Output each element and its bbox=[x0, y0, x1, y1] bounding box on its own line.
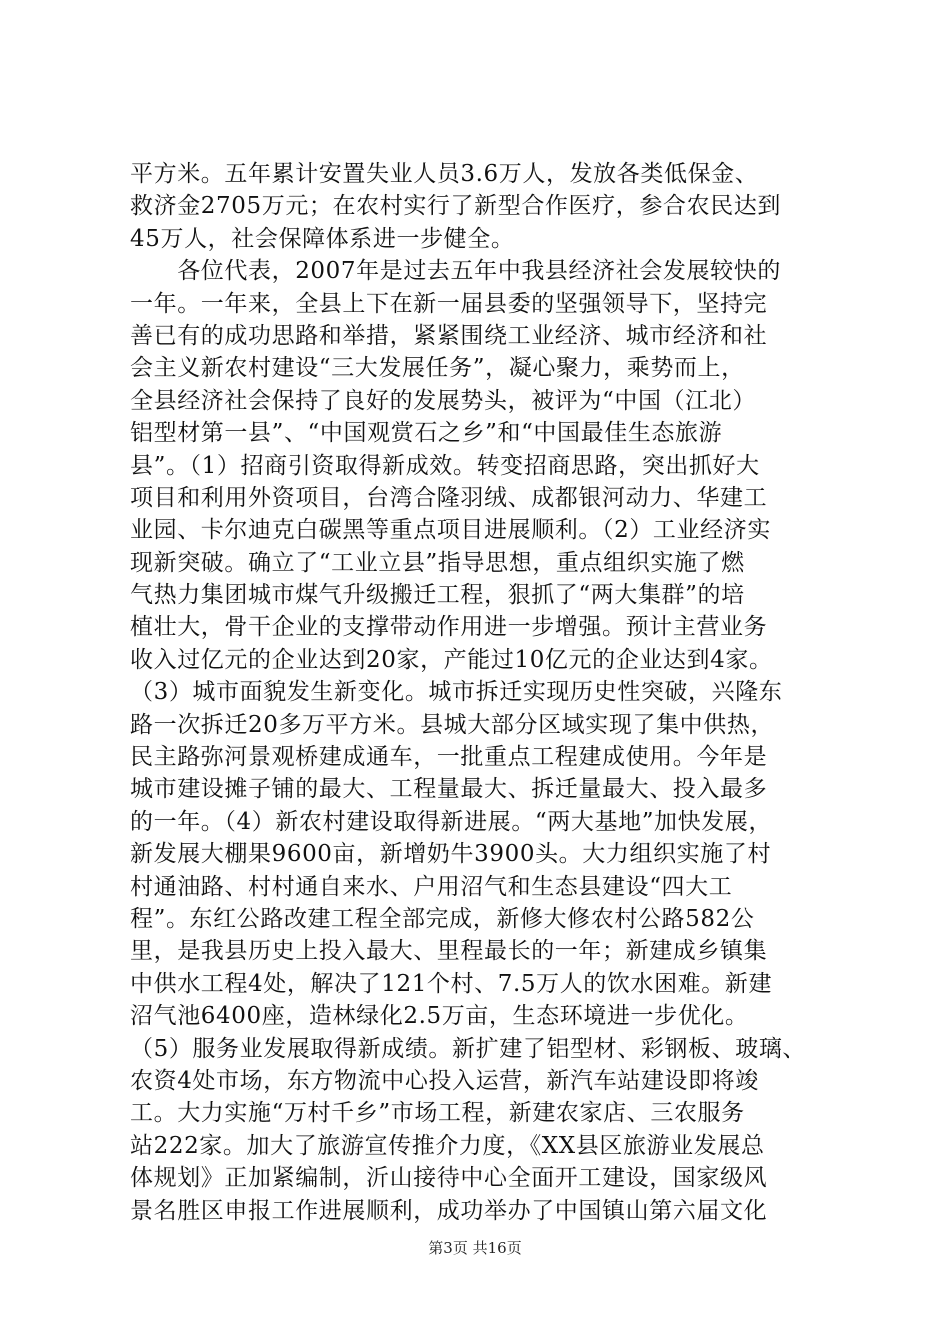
text-line: 气热力集团城市煤气升级搬迁工程，狠抓了“两大集群”的培 bbox=[130, 582, 745, 609]
text-line: 全县经济社会保持了良好的发展势头，被评为“中国（江北） bbox=[130, 387, 756, 414]
text-line: （3）城市面貌发生新变化。城市拆迁实现历史性突破，兴隆东 bbox=[130, 679, 783, 706]
text-line: 项目和利用外资项目，台湾合隆羽绒、成都银河动力、华建工 bbox=[130, 484, 768, 511]
text-line: 的一年。（4）新农村建设取得新进展。“两大基地”加快发展， bbox=[130, 808, 773, 835]
text-line: 沼气池6400座，造林绿化2.5万亩，生态环境进一步优化。 bbox=[130, 1003, 749, 1030]
page-footer: 第3页 共16页 bbox=[428, 1239, 522, 1257]
text-line: 收入过亿元的企业达到20家，产能过10亿元的企业达到4家。 bbox=[130, 646, 773, 673]
text-line: 业园、卡尔迪克白碳黑等重点项目进展顺利。（2）工业经济实 bbox=[130, 517, 771, 544]
text-line: 县”。（1）招商引资取得新成效。转变招商思路，突出抓好大 bbox=[130, 452, 760, 479]
text-line: 农资4处市场，东方物流中心投入运营，新汽车站建设即将竣 bbox=[130, 1067, 759, 1094]
text-line: 45万人，社会保障体系进一步健全。 bbox=[130, 225, 515, 252]
text-line: 救济金2705万元；在农村实行了新型合作医疗，参合农民达到 bbox=[130, 193, 781, 220]
text-line: 中供水工程4处，解决了121个村、7.5万人的饮水困难。新建 bbox=[130, 970, 773, 997]
text-line: 体规划》正加紧编制，沂山接待中心全面开工建设，国家级风 bbox=[130, 1165, 768, 1192]
text-line: 会主义新农村建设“三大发展任务”，凝心聚力，乘势而上， bbox=[130, 355, 745, 382]
text-line: （5）服务业发展取得新成绩。新扩建了铝型材、彩钢板、玻璃、 bbox=[130, 1035, 807, 1062]
text-line: 村通油路、村村通自来水、户用沼气和生态县建设“四大工 bbox=[130, 873, 733, 900]
text-line: 工。大力实施“万村千乡”市场工程，新建农家店、三农服务 bbox=[130, 1100, 745, 1127]
text-line: 景名胜区申报工作进展顺利，成功举办了中国镇山第六届文化 bbox=[130, 1197, 768, 1224]
text-line: 一年。一年来，全县上下在新一届县委的坚强领导下，坚持完 bbox=[130, 290, 768, 317]
text-line: 程”。东红公路改建工程全部完成，新修大修农村公路582公 bbox=[130, 905, 755, 932]
text-line: 现新突破。确立了“工业立县”指导思想，重点组织实施了燃 bbox=[130, 549, 745, 576]
text-line: 善已有的成功思路和举措，紧紧围绕工业经济、城市经济和社 bbox=[130, 322, 768, 349]
text-line: 平方米。五年累计安置失业人员3.6万人，发放各类低保金、 bbox=[130, 161, 759, 187]
text-line: 城市建设摊子铺的最大、工程量最大、拆迁量最大、投入最多 bbox=[130, 776, 768, 803]
text-line: 新发展大棚果9600亩，新增奶牛3900头。大力组织实施了村 bbox=[130, 841, 772, 868]
text-line: 各位代表，2007年是过去五年中我县经济社会发展较快的 bbox=[130, 258, 781, 285]
text-line: 民主路弥河景观桥建成通车，一批重点工程建成使用。今年是 bbox=[130, 744, 768, 771]
text-line: 路一次拆迁20多万平方米。县城大部分区域实现了集中供热， bbox=[130, 711, 775, 738]
text-line: 里，是我县历史上投入最大、里程最长的一年；新建成乡镇集 bbox=[130, 938, 768, 965]
text-line: 植壮大，骨干企业的支撑带动作用进一步增强。预计主营业务 bbox=[130, 614, 768, 641]
text-line: 站222家。加大了旅游宣传推介力度，《XX县区旅游业发展总 bbox=[130, 1132, 765, 1159]
text-line: 铝型材第一县”、“中国观赏石之乡”和“中国最佳生态旅游 bbox=[130, 420, 723, 447]
body-text bbox=[130, 158, 830, 1227]
